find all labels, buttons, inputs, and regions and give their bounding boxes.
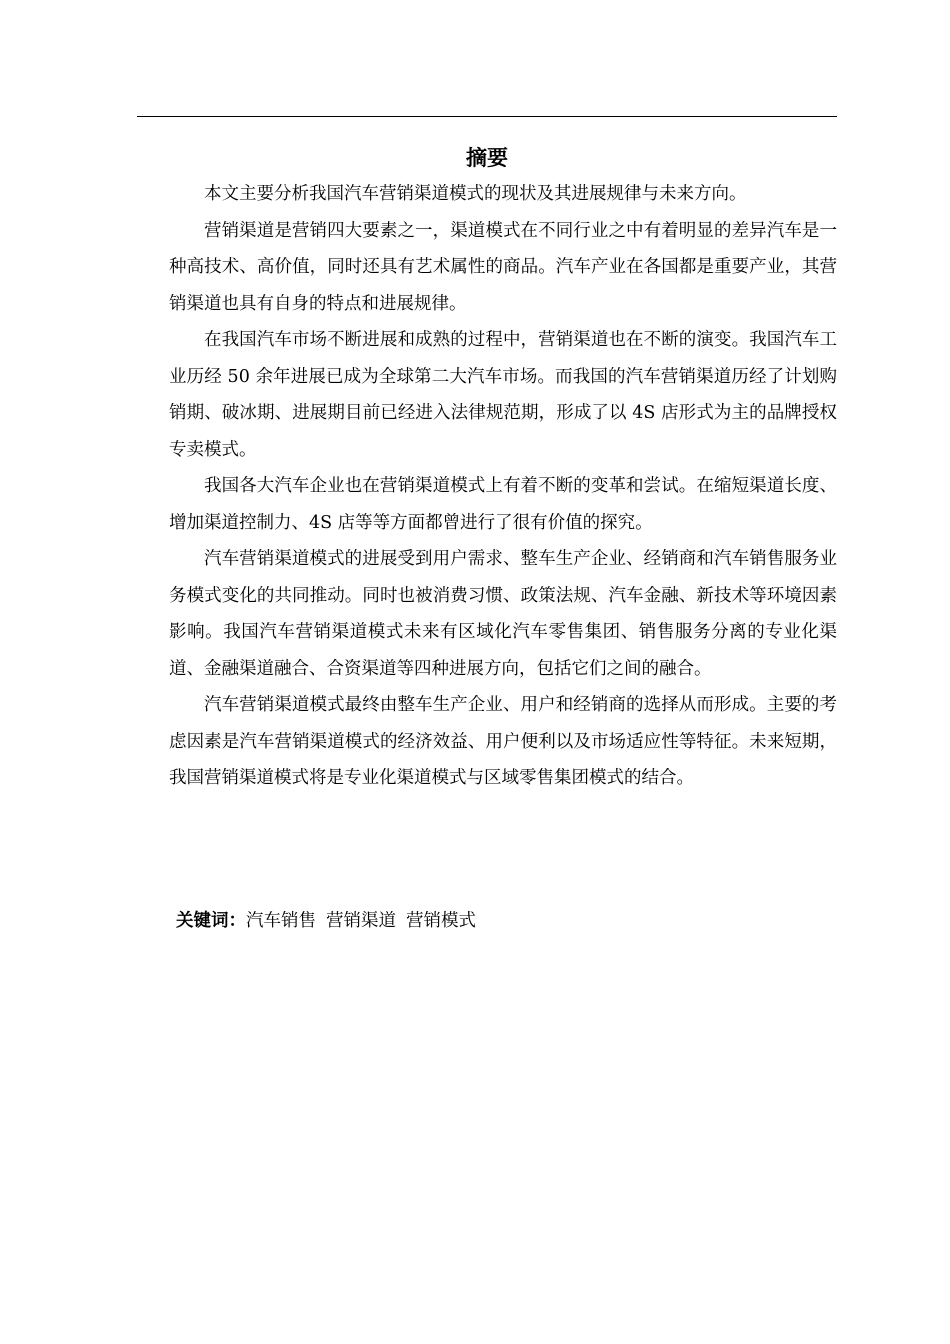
abstract-paragraph: 汽车营销渠道模式最终由整车生产企业、用户和经销商的选择从而形成。主要的考虑因素是汽车营销渠道模式的经济效益、用户便利以及市场适应性等特征。未来短期，我国营销渠道模式将是专业化渠道模式与区域零售集团模式的结合。 <box>169 695 837 788</box>
abstract-paragraph: 在我国汽车市场不断进展和成熟的过程中，营销渠道也在不断的演变。我国汽车工业历经 50 余年进展已成为全球第二大汽车市场。而我国的汽车营销渠道历经了计划购销期、破冰期、进展期目前已经进入法律规范期，形成了以 4S 店形式为主的品牌授权专卖模式。 <box>169 330 837 460</box>
abstract-body <box>169 176 837 797</box>
header-rule <box>137 116 837 117</box>
keywords-line <box>176 905 836 937</box>
abstract-paragraph: 汽车营销渠道模式的进展受到用户需求、整车生产企业、经销商和汽车销售服务业务模式变化的共同推动。同时也被消费习惯、政策法规、汽车金融、新技术等环境因素影响。我国汽车营销渠道模式未来有区域化汽车零售集团、销售服务分离的专业化渠道、金融渠道融合、合资渠道等四种进展方向，包括它们之间的融合。 <box>169 549 837 679</box>
abstract-paragraph: 我国各大汽车企业也在营销渠道模式上有着不断的变革和尝试。在缩短渠道长度、增加渠道控制力、4S 店等等方面都曾进行了很有价值的探究。 <box>169 476 837 533</box>
abstract-paragraph: 营销渠道是营销四大要素之一，渠道模式在不同行业之中有着明显的差异汽车是一种高技术、高价值，同时还具有艺术属性的商品。汽车产业在各国都是重要产业，其营销渠道也具有自身的特点和进展规律。 <box>169 220 837 314</box>
keyword-item: 汽车销售 <box>246 911 316 931</box>
abstract-paragraph: 本文主要分析我国汽车营销渠道模式的现状及其进展规律与未来方向。 <box>204 184 747 204</box>
keyword-item: 营销渠道 <box>326 911 396 931</box>
keywords-label: 关键词： <box>176 911 246 931</box>
page-title: 摘要 <box>466 146 508 170</box>
keyword-item: 营销模式 <box>406 911 476 931</box>
